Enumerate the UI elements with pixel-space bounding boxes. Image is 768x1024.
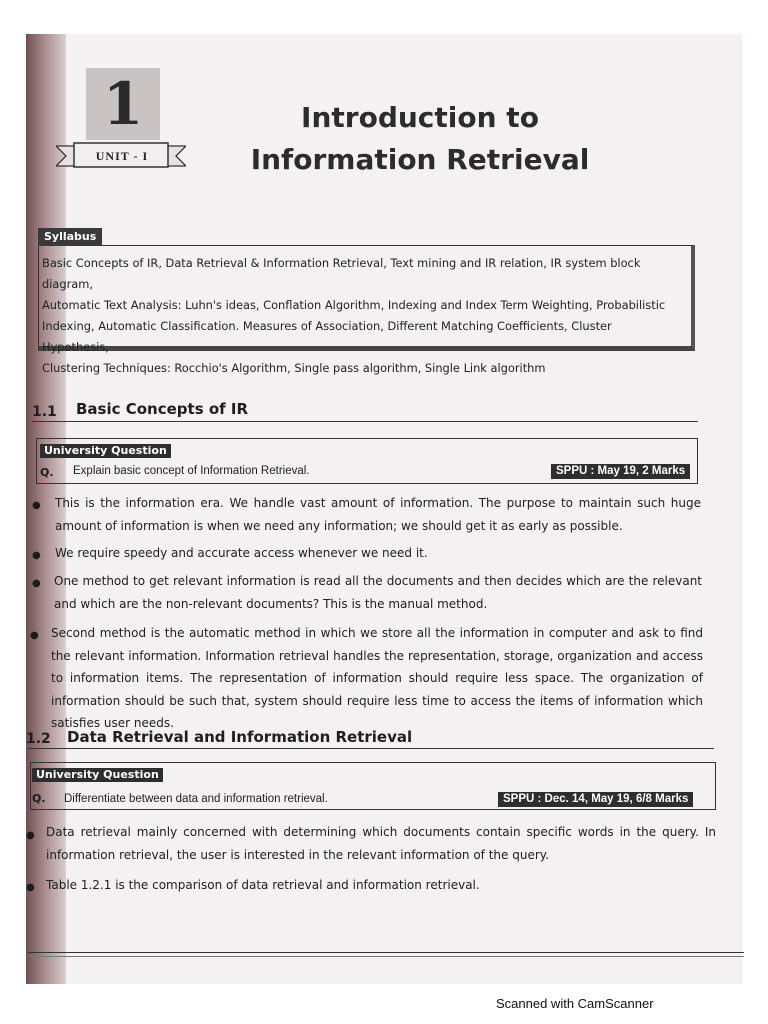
question-label: Q.: [40, 466, 54, 479]
paragraph: Data retrieval mainly concerned with determining which documents contain specific words in the query. In information retrieval, the user is interested in the relevant information of the query.: [46, 825, 716, 862]
section-title: Data Retrieval and Information Retrieval: [67, 728, 413, 746]
paragraph: One method to get relevant information is read all the documents and then decides which are the relevant and which are the non-relevant documents? This is the manual method.: [54, 574, 702, 611]
syllabus-text: [42, 253, 682, 379]
syllabus-label: Syllabus: [38, 228, 102, 246]
question-text: Differentiate between data and information retrieval.: [64, 793, 328, 805]
bullet-icon: ●: [26, 882, 35, 893]
footer-rule: [28, 956, 744, 957]
syllabus-line: Automatic Text Analysis: Luhn's ideas, Conflation Algorithm, Indexing and Index Term Weighting, Probabilistic: [42, 298, 666, 312]
section-rule: [32, 421, 698, 422]
syllabus-line: Clustering Techniques: Rocchio's Algorithm, Single pass algorithm, Single Link algorithm: [42, 361, 546, 375]
marks-badge: SPPU : May 19, 2 Marks: [551, 464, 690, 479]
paragraph: This is the information era. We handle vast amount of information. The purpose to maintain such huge amount of information is when we need any information; we should get it as early as possible.: [55, 496, 701, 533]
bullet-icon: ●: [26, 830, 35, 841]
section-number: 1.2: [26, 731, 51, 747]
chapter-title-line2: Information Retrieval: [250, 143, 590, 176]
paragraph: Second method is the automatic method in which we store all the information in computer and ask to find the relevant information. Information retrieval handles the representation, storage, organization and access to information items. The representation of information should require less space. The organization of information should be such that, system should require less time to access the items of information which satisfies user needs.: [51, 626, 703, 730]
bullet-icon: ●: [30, 630, 39, 641]
bullet-icon: ●: [32, 578, 41, 589]
chapter-title-line1: Introduction to: [301, 101, 539, 134]
bullet-icon: ●: [32, 500, 41, 511]
bullet-icon: ●: [32, 550, 41, 561]
syllabus-line: Indexing, Automatic Classification. Measures of Association, Different Matching Coefficients, Cluster Hypothesis,: [42, 319, 612, 354]
chapter-number: 1: [102, 70, 144, 138]
question-label: Q.: [32, 792, 46, 805]
marks-badge: SPPU : Dec. 14, May 19, 6/8 Marks: [498, 792, 693, 807]
question-text: Explain basic concept of Information Retrieval.: [73, 465, 310, 477]
university-question-label: University Question: [32, 768, 163, 782]
paragraph: Table 1.2.1 is the comparison of data retrieval and information retrieval.: [46, 878, 480, 892]
footer-rule: [28, 952, 744, 953]
university-question-label: University Question: [40, 444, 171, 458]
section-number: 1.1: [32, 404, 57, 420]
chapter-title: [230, 97, 610, 181]
scanner-watermark: Scanned with CamScanner: [496, 996, 654, 1011]
section-title: Basic Concepts of IR: [76, 400, 249, 418]
unit-label: UNIT - I: [95, 149, 149, 163]
section-rule: [28, 748, 714, 749]
syllabus-line: Basic Concepts of IR, Data Retrieval & Information Retrieval, Text mining and IR relation, IR system block diagram,: [42, 256, 641, 291]
paragraph: We require speedy and accurate access whenever we need it.: [55, 546, 428, 560]
